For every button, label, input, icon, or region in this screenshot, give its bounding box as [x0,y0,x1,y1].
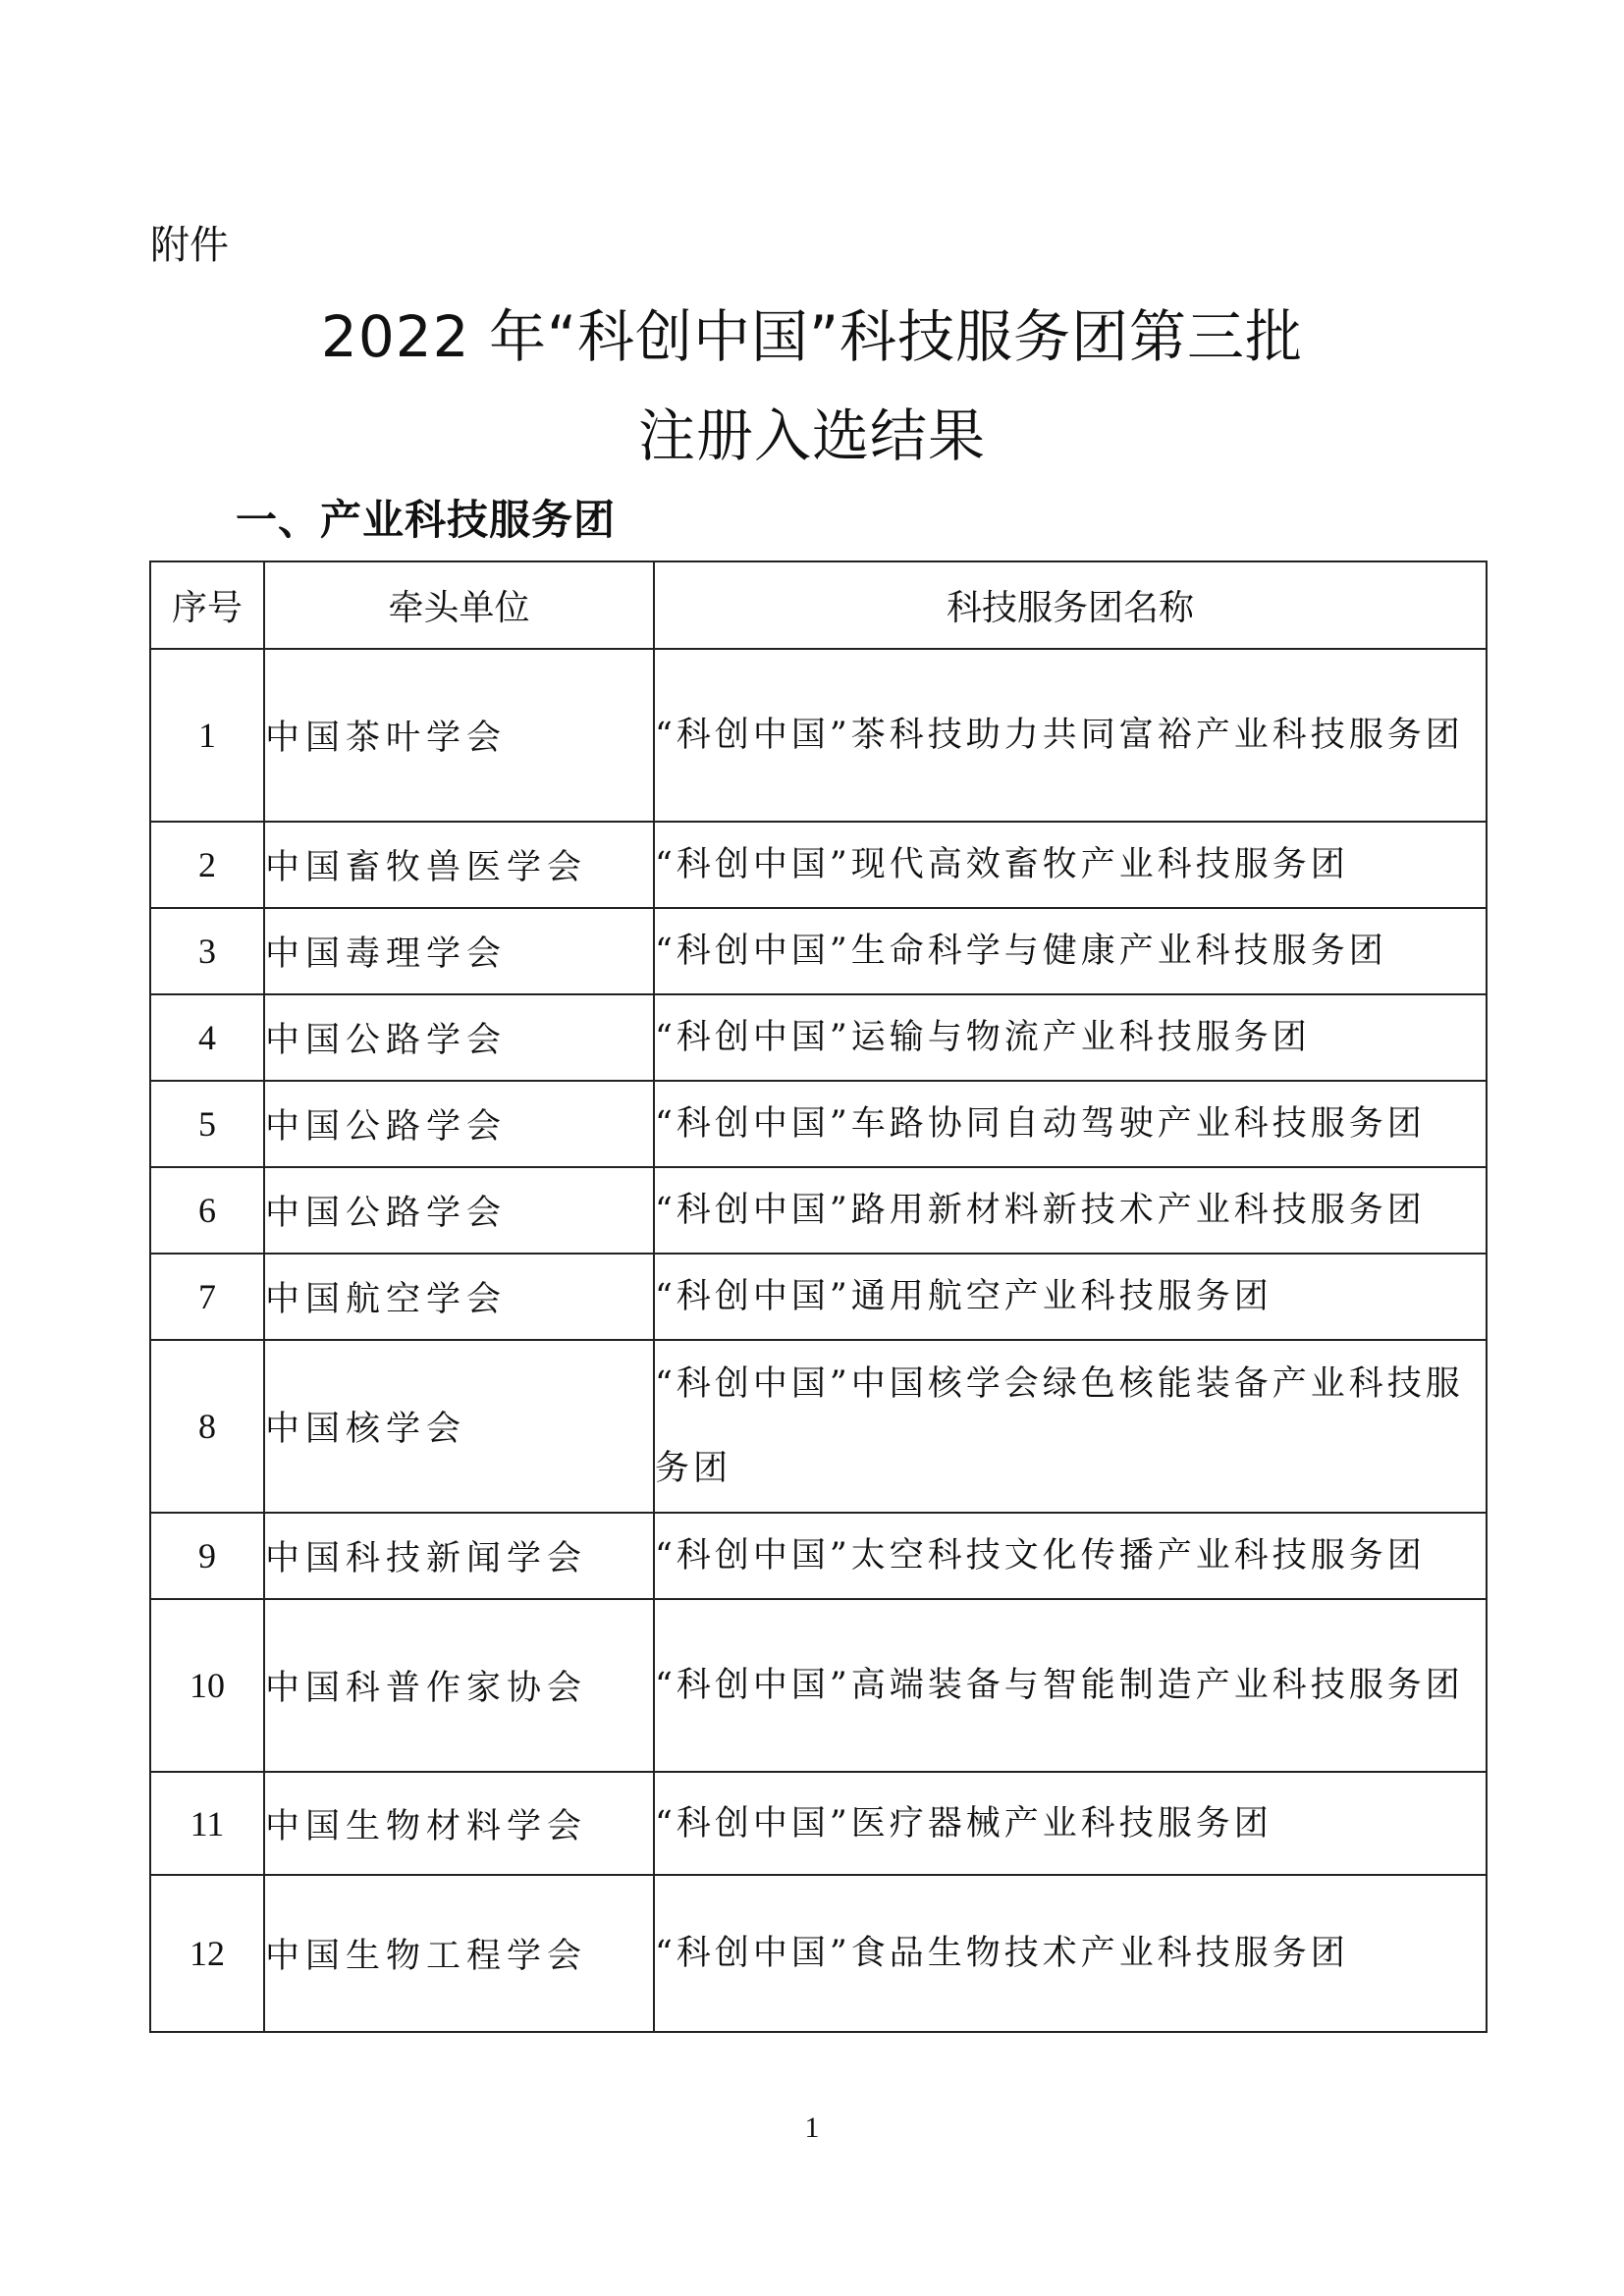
row-name: “科创中国”中国核学会绿色核能装备产业科技服务团 [654,1340,1487,1513]
row-seq: 9 [150,1513,264,1599]
row-seq: 10 [150,1599,264,1772]
header-unit: 牵头单位 [264,561,654,649]
row-unit: 中国科普作家协会 [264,1599,654,1772]
row-seq: 8 [150,1340,264,1513]
table-row [150,908,1487,994]
row-seq: 6 [150,1167,264,1254]
row-name: “科创中国”路用新材料新技术产业科技服务团 [654,1167,1487,1254]
table-row [150,994,1487,1081]
results-table [149,561,1488,2033]
row-seq: 7 [150,1254,264,1340]
attachment-label: 附件 [150,223,229,268]
row-name: “科创中国”车路协同自动驾驶产业科技服务团 [654,1081,1487,1167]
document-title-line-2: 注册入选结果 [637,402,986,469]
table-row [150,1340,1487,1513]
table-row [150,1167,1487,1254]
row-name: “科创中国”茶科技助力共同富裕产业科技服务团 [654,649,1487,822]
row-name: “科创中国”运输与物流产业科技服务团 [654,994,1487,1081]
row-name: “科创中国”现代高效畜牧产业科技服务团 [654,822,1487,908]
row-seq: 2 [150,822,264,908]
row-unit: 中国畜牧兽医学会 [264,822,654,908]
table-header-row [150,561,1487,649]
table-row [150,1254,1487,1340]
row-seq: 5 [150,1081,264,1167]
row-unit: 中国公路学会 [264,1167,654,1254]
row-unit: 中国科技新闻学会 [264,1513,654,1599]
row-seq: 4 [150,994,264,1081]
header-seq: 序号 [150,561,264,649]
table-row [150,1875,1487,2032]
row-unit: 中国毒理学会 [264,908,654,994]
table-row [150,1772,1487,1875]
row-seq: 3 [150,908,264,994]
header-name: 科技服务团名称 [654,561,1487,649]
row-unit: 中国生物工程学会 [264,1875,654,2032]
row-name: “科创中国”生命科学与健康产业科技服务团 [654,908,1487,994]
page-number: 1 [804,2111,820,2144]
row-unit: 中国公路学会 [264,1081,654,1167]
row-seq: 1 [150,649,264,822]
section-heading: 一、产业科技服务团 [236,496,617,544]
row-unit: 中国公路学会 [264,994,654,1081]
row-seq: 12 [150,1875,264,2032]
row-unit: 中国核学会 [264,1340,654,1513]
document-title-line-1: 2022 年“科创中国”科技服务团第三批 [320,303,1304,370]
row-unit: 中国茶叶学会 [264,649,654,822]
row-seq: 11 [150,1772,264,1875]
table-row [150,1081,1487,1167]
row-name: “科创中国”通用航空产业科技服务团 [654,1254,1487,1340]
table-row [150,1513,1487,1599]
row-name: “科创中国”太空科技文化传播产业科技服务团 [654,1513,1487,1599]
row-name: “科创中国”医疗器械产业科技服务团 [654,1772,1487,1875]
row-unit: 中国航空学会 [264,1254,654,1340]
table-row [150,1599,1487,1772]
row-name: “科创中国”高端装备与智能制造产业科技服务团 [654,1599,1487,1772]
table-row [150,649,1487,822]
table-row [150,822,1487,908]
row-name: “科创中国”食品生物技术产业科技服务团 [654,1875,1487,2032]
row-unit: 中国生物材料学会 [264,1772,654,1875]
